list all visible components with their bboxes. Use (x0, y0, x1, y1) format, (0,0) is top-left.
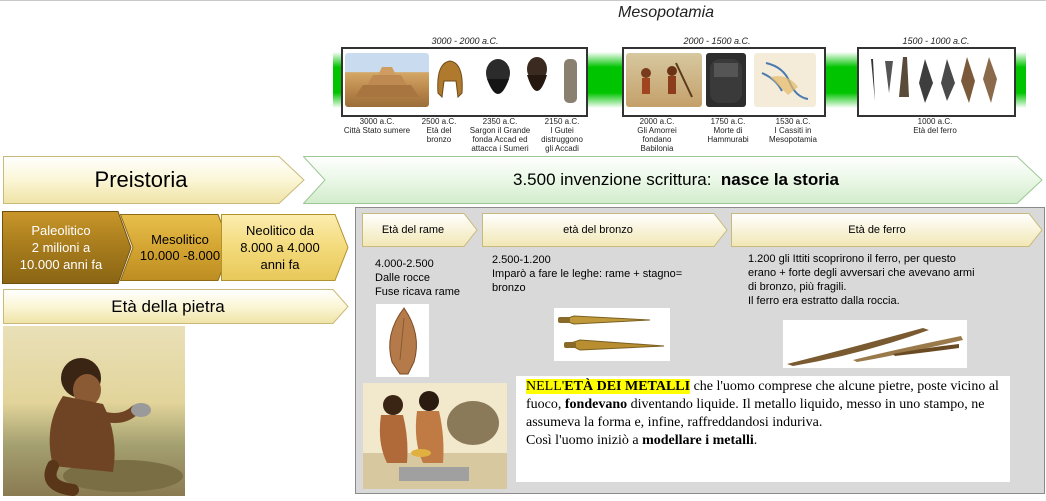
mesolitico-arrow (120, 214, 232, 281)
mesolitico-label (120, 214, 232, 281)
eta-bronzo-arrow (482, 213, 728, 247)
summary-highlight-prefix: NELL' (526, 379, 565, 394)
caption-eta-bronzo (417, 117, 461, 144)
caveman-drawing (3, 326, 185, 496)
era-label-2: 2000 - 1500 a.C. (683, 36, 751, 46)
caption-line: I Gutei (550, 126, 574, 135)
era-label-3: 1500 - 1000 a.C. (902, 36, 970, 46)
hammurabi-stele-picture (706, 53, 746, 107)
eta-pietra-label: Età della pietra (111, 296, 225, 316)
preistoria-label: Preistoria (94, 167, 188, 192)
rame-line: 4.000-2.500 (375, 258, 434, 270)
ferro-line: erano + forte degli avversari che avevano armi (748, 267, 975, 279)
ferro-line: 1.200 gli Ittiti scoprirono il ferro, per questo (748, 253, 956, 265)
bronzo-line: 2.500-1.200 (492, 254, 551, 266)
caption-line: 2350 a.C. (482, 117, 518, 126)
caption-line: 3000 a.C. (359, 117, 395, 126)
image-strip-iron-age (857, 47, 1016, 117)
storia-label (303, 156, 1043, 204)
iron-tools-picture (783, 320, 967, 368)
battle-drawing (626, 53, 702, 107)
caption-line: Mesopotamia (768, 135, 818, 144)
caption-line: Sargon il Grande (469, 126, 531, 135)
metalworkers-picture (363, 383, 507, 489)
cassiti-map-picture (754, 53, 816, 107)
caption-line: attacca i Sumeri (471, 144, 529, 153)
bronzo-line: bronzo (492, 282, 526, 294)
gutei-drawing (521, 53, 553, 107)
ferro-line: Il ferro era estratto dalla roccia. (748, 295, 900, 307)
sargon-drawing (478, 53, 518, 107)
bronze-daggers-picture (554, 308, 670, 361)
era-label-1: 3000 - 2000 a.C. (431, 36, 499, 46)
iron-tools-drawing (783, 320, 967, 368)
period-line: Mesolitico (151, 231, 209, 247)
caption-gutei (536, 117, 588, 153)
sargon-head-picture (478, 53, 518, 107)
caption-eta-ferro (900, 117, 970, 135)
caption-line: 1530 a.C. (775, 117, 811, 126)
caption-line: 1750 a.C. (710, 117, 746, 126)
rame-line: Fuse ricava rame (375, 286, 460, 298)
period-line: 8.000 a 4.000 (240, 240, 320, 255)
caption-cassiti (758, 117, 828, 144)
caption-line: bronzo (426, 135, 452, 144)
summary-highlight-bold: ETÀ DEI METALLI (564, 379, 691, 394)
bronzo-line: Imparò a fare le leghe: rame + stagno= (492, 268, 683, 280)
map-drawing (754, 53, 816, 107)
summary-highlight (526, 379, 690, 394)
neolitico-label (221, 214, 349, 281)
ziggurat-picture (345, 53, 429, 107)
storia-prefix: 3.500 invenzione scrittura: (512, 170, 721, 189)
summary-text-2: diventando liquide. Il metallo liquido, messo in uno stampo, ne assumeva la forma e, infine, raffreddandosi induriva. (526, 397, 985, 430)
iron-weapons-picture (863, 53, 1009, 107)
caption-line: 1000 a.C. (917, 117, 953, 126)
arrowhead-drawing (376, 304, 429, 377)
amorrei-battle-picture (626, 53, 702, 107)
caption-hammurabi (698, 117, 758, 144)
paleolitico-label (2, 211, 132, 284)
caption-line: 2500 a.C. (421, 117, 457, 126)
caption-line: Città Stato sumere (343, 126, 411, 135)
caption-line: gli Accadi (545, 144, 579, 153)
image-strip-sumer-accad (341, 47, 588, 117)
eta-ferro-arrow (731, 213, 1043, 247)
caveman-picture (3, 326, 185, 496)
caption-line: Babilonia (640, 144, 674, 153)
caption-line: 2150 a.C. (544, 117, 580, 126)
caption-line: 2000 a.C. (639, 117, 675, 126)
caption-line: Età del ferro (913, 126, 957, 135)
ferro-line: di bronzo, più fragili. (748, 281, 847, 293)
bronze-helmet-picture (432, 53, 468, 107)
caption-line: Hammurabi (707, 135, 749, 144)
caption-sargon (462, 117, 538, 153)
copper-arrowhead-picture (376, 304, 429, 377)
storia-bold: nasce la storia (720, 170, 840, 189)
eta-rame-label: Età del rame (381, 224, 445, 236)
summary-bold-fondevano: fondevano (564, 397, 628, 412)
period-line: 2 milioni a (31, 240, 91, 255)
preistoria-arrow (3, 156, 305, 204)
bronzo-description (492, 253, 682, 295)
stele-drawing (706, 53, 746, 107)
ferro-description (748, 252, 975, 308)
caption-line: I Cassiti in (774, 126, 812, 135)
caption-line: fonda Accad ed (472, 135, 528, 144)
metals-summary-text (516, 376, 1010, 482)
eta-rame-arrow (362, 213, 478, 247)
neolitico-arrow (221, 214, 349, 281)
weapons-drawing (863, 53, 1009, 107)
top-rule (0, 0, 1046, 1)
period-line: Neolitico da (246, 223, 314, 238)
summary-text-1: che l'uomo comprese che alcune pietre, poste vicino al fuoco, (526, 379, 999, 412)
caption-amorrei (625, 117, 689, 153)
period-line: anni fa (260, 257, 300, 272)
rame-line: Dalle rocce (375, 272, 431, 284)
caption-line: Gli Amorrei (637, 126, 677, 135)
summary-text-3: Così l'uomo iniziò a (526, 433, 643, 448)
mesopotamia-title: Mesopotamia (618, 4, 715, 21)
period-line: 10.000 -8.000 (139, 247, 221, 263)
summary-text-4: . (753, 433, 758, 448)
caption-line: distruggono (541, 135, 583, 144)
rame-description (375, 257, 460, 299)
caption-citta-stato (336, 117, 418, 135)
eta-bronzo-label: età del bronzo (563, 224, 633, 236)
caption-line: fondano (642, 135, 672, 144)
gutei-statue-picture (521, 53, 553, 107)
ziggurat-drawing (345, 53, 429, 107)
metalworkers-drawing (363, 383, 507, 489)
image-strip-babilonia (622, 47, 826, 117)
summary-bold-modellare: modellare i metalli (642, 433, 754, 448)
caption-line: Morte di (713, 126, 743, 135)
period-line: 10.000 anni fa (19, 257, 103, 272)
eta-pietra-arrow (3, 289, 349, 324)
helmet-drawing (432, 53, 468, 107)
figure-statue-picture (558, 53, 583, 107)
figure-drawing (558, 53, 583, 107)
daggers-drawing (554, 308, 670, 361)
eta-ferro-label: Età de ferro (848, 224, 906, 236)
storia-arrow (303, 156, 1043, 204)
paleolitico-arrow (2, 211, 132, 284)
caption-line: Età del (426, 126, 452, 135)
period-line: Paleolitico (31, 223, 91, 238)
